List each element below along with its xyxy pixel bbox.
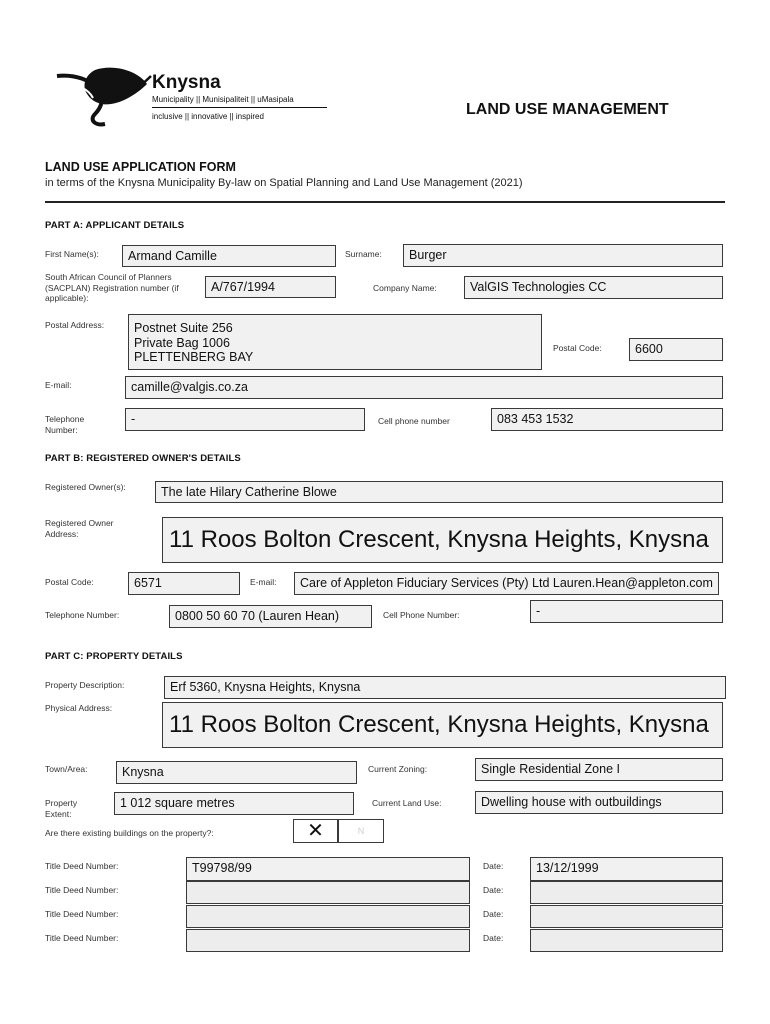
logo-subtitle: Municipality || Munisipaliteit || uMasipala xyxy=(152,95,294,104)
extent-label: Property Extent: xyxy=(45,798,78,819)
title-deed-date-field[interactable] xyxy=(530,881,723,904)
title-deed-label: Title Deed Number: xyxy=(45,933,119,943)
title-deed-field[interactable] xyxy=(186,905,470,928)
title-deed-date-label: Date: xyxy=(483,885,504,895)
owner-postal-code-label: Postal Code: xyxy=(45,577,94,587)
existing-buildings-yes-checkbox[interactable]: ✕ xyxy=(293,819,338,843)
extent-field[interactable]: 1 012 square metres xyxy=(114,792,354,815)
postal-address-field[interactable] xyxy=(128,314,542,370)
owner-cellphone-label: Cell Phone Number: xyxy=(383,610,460,620)
owner-postal-code-field[interactable]: 6571 xyxy=(128,572,240,595)
postal-address-line: PLETTENBERG BAY xyxy=(134,350,254,364)
part-a-heading: PART A: APPLICANT DETAILS xyxy=(45,220,185,231)
title-deed-label: Title Deed Number: xyxy=(45,885,119,895)
owner-telephone-field[interactable]: 0800 50 60 70 (Lauren Hean) xyxy=(169,605,372,628)
title-deed-field[interactable] xyxy=(186,881,470,904)
title-divider xyxy=(45,201,725,203)
owner-address-field[interactable]: 11 Roos Bolton Crescent, Knysna Heights, Knysna xyxy=(162,517,723,563)
form-subtitle: in terms of the Knysna Municipality By-law on Spatial Planning and Land Use Management (2021) xyxy=(45,177,523,189)
owner-email-label: E-mail: xyxy=(250,577,277,587)
surname-field[interactable]: Burger xyxy=(403,244,723,267)
land-use-field[interactable]: Dwelling house with outbuildings xyxy=(475,791,723,814)
title-deed-date-field[interactable] xyxy=(530,929,723,952)
form-title: LAND USE APPLICATION FORM xyxy=(45,160,236,174)
owner-email-field[interactable]: Care of Appleton Fiduciary Services (Pty) Ltd Lauren.Hean@appleton.com xyxy=(294,572,719,595)
title-deed-date-label: Date: xyxy=(483,909,504,919)
owner-label: Registered Owner(s): xyxy=(45,482,126,492)
knysna-logo-icon xyxy=(55,62,155,130)
postal-address-line: Postnet Suite 256 xyxy=(134,321,233,335)
land-use-label: Current Land Use: xyxy=(372,798,442,808)
physical-address-field[interactable]: 11 Roos Bolton Crescent, Knysna Heights, Knysna xyxy=(162,702,723,748)
existing-buildings-no-checkbox[interactable]: N xyxy=(338,819,384,843)
logo-divider xyxy=(152,107,327,108)
existing-buildings-label: Are there existing buildings on the property?: xyxy=(45,828,214,838)
title-deed-field[interactable] xyxy=(186,929,470,952)
owner-telephone-label: Telephone Number: xyxy=(45,610,120,620)
owner-field[interactable]: The late Hilary Catherine Blowe xyxy=(155,481,723,503)
company-field[interactable]: ValGIS Technologies CC xyxy=(464,276,723,299)
telephone-field[interactable]: - xyxy=(125,408,365,431)
cellphone-label: Cell phone number xyxy=(378,416,450,426)
title-deed-label: Title Deed Number: xyxy=(45,909,119,919)
zoning-label: Current Zoning: xyxy=(368,764,428,774)
owner-cellphone-field[interactable]: - xyxy=(530,600,723,623)
banner-title: LAND USE MANAGEMENT xyxy=(466,101,669,118)
logo-tagline: inclusive || innovative || inspired xyxy=(152,112,264,121)
postal-code-label: Postal Code: xyxy=(553,343,602,353)
property-description-label: Property Description: xyxy=(45,680,125,690)
zoning-field[interactable]: Single Residential Zone I xyxy=(475,758,723,781)
owner-address-label: Registered Owner Address: xyxy=(45,518,114,539)
surname-label: Surname: xyxy=(345,249,382,259)
title-deed-date-label: Date: xyxy=(483,933,504,943)
physical-address-label: Physical Address: xyxy=(45,703,113,713)
property-description-field[interactable]: Erf 5360, Knysna Heights, Knysna xyxy=(164,676,726,699)
part-c-heading: PART C: PROPERTY DETAILS xyxy=(45,651,183,662)
part-b-heading: PART B: REGISTERED OWNER'S DETAILS xyxy=(45,453,241,464)
knysna-logo xyxy=(55,62,345,130)
telephone-label: Telephone Number: xyxy=(45,414,85,435)
postal-address-line: Private Bag 1006 xyxy=(134,335,230,350)
company-label: Company Name: xyxy=(373,283,437,293)
first-name-field[interactable]: Armand Camille xyxy=(122,245,336,267)
email-field[interactable]: camille@valgis.co.za xyxy=(125,376,723,399)
title-deed-label: Title Deed Number: xyxy=(45,861,119,871)
logo-name: Knysna xyxy=(152,72,221,93)
postal-code-field[interactable]: 6600 xyxy=(629,338,723,361)
title-deed-date-field[interactable] xyxy=(530,905,723,928)
town-label: Town/Area: xyxy=(45,764,88,774)
postal-address-label: Postal Address: xyxy=(45,320,105,330)
email-label: E-mail: xyxy=(45,380,72,390)
title-deed-field[interactable]: T99798/99 xyxy=(186,857,470,881)
sacplan-field[interactable]: A/767/1994 xyxy=(205,276,336,298)
first-name-label: First Name(s): xyxy=(45,249,99,259)
title-deed-date-field[interactable]: 13/12/1999 xyxy=(530,857,723,881)
town-field[interactable]: Knysna xyxy=(116,761,357,784)
sacplan-label: South African Council of Planners (SACPLAN) Registration number (if applicable): xyxy=(45,272,179,304)
cellphone-field[interactable]: 083 453 1532 xyxy=(491,408,723,431)
title-deed-date-label: Date: xyxy=(483,861,504,871)
